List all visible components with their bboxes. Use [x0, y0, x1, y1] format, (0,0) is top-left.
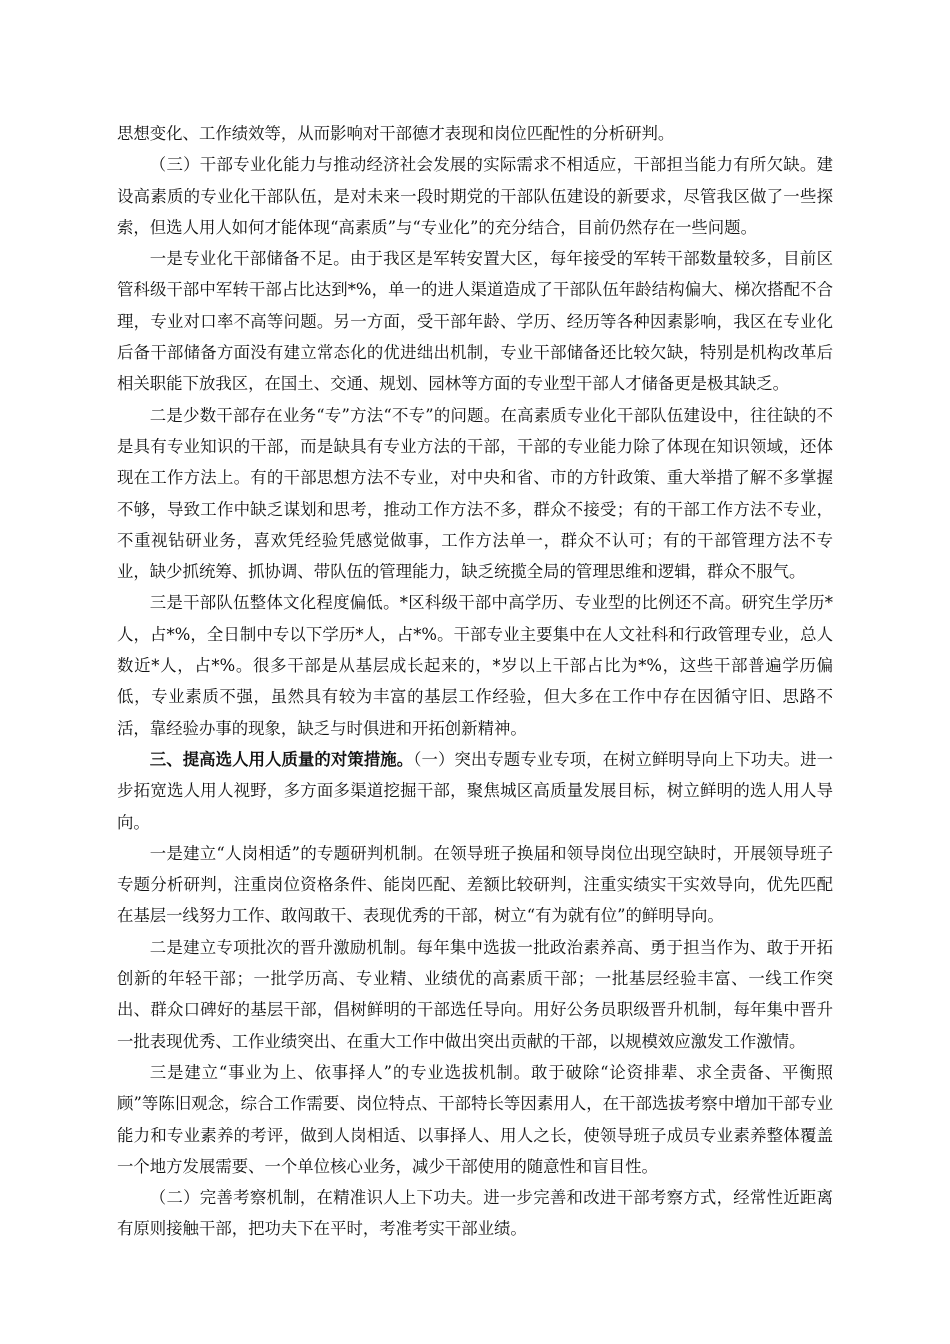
- paragraph-measure-2: 二是建立专项批次的晋升激励机制。每年集中选拔一批政治素养高、勇于担当作为、敢于开拓创新的年轻干部；一批学历高、专业精、业绩优的高素质干部；一批基层经验丰富、一线工作突出、群众口碑好的基层干部，倡树鲜明的干部选任导向。用好公务员职级晋升机制，每年集中晋升一批表现优秀、工作业绩突出、在重大工作中做出突出贡献的干部，以规模效应激发工作激情。: [117, 937, 833, 1051]
- paragraph-continuation: 思想变化、工作绩效等，从而影响对干部德才表现和岗位匹配性的分析研判。: [117, 124, 675, 143]
- paragraph-measure-3: 三是建立“事业为上、依事择人”的专业选拔机制。敢于破除“论资排辈、求全责备、平衡照顾”等陈旧观念，综合工作需要、岗位特点、干部特长等因素用人，在干部选拔考察中增加干部专业能力和专业素养的考评，做到人岗相适、以事择人、用人之长，使领导班子成员专业素养整体覆盖一个地方发展需要、一个单位核心业务，减少干部使用的随意性和盲目性。: [117, 1062, 833, 1176]
- section-heading: 三、提高选人用人质量的对策措施。: [149, 749, 414, 769]
- document-page: [117, 118, 833, 1245]
- paragraph-section-3: （三）干部专业化能力与推动经济社会发展的实际需求不相适应，干部担当能力有所欠缺。建设高素质的专业化干部队伍，是对未来一段时期党的干部队伍建设的新要求，尽管我区做了一些探索，但选人用人如何才能体现“高素质”与“专业化”的充分结合，目前仍然存在一些问题。: [117, 155, 833, 237]
- paragraph-measures: [117, 744, 833, 838]
- section-heading-body: （一）突出专题专业专项，在树立鲜明导向上下功夫。进一步拓宽选人用人视野，多方面多渠道挖掘干部，聚焦城区高质量发展目标，树立鲜明的选人用人导向。: [117, 749, 833, 832]
- paragraph-measure-1: 一是建立“人岗相适”的专题研判机制。在领导班子换届和领导岗位出现空缺时，开展领导班子专题分析研判，注重岗位资格条件、能岗匹配、差额比较研判，注重实绩实干实效导向，优先匹配在基层一线努力工作、敢闯敢干、表现优秀的干部，树立“有为就有位”的鲜明导向。: [117, 843, 833, 926]
- paragraph-point-3: 三是干部队伍整体文化程度偏低。*区科级干部中高学历、专业型的比例还不高。研究生学历*人，占*%，全日制中专以下学历*人，占*%。干部专业主要集中在人文社科和行政管理专业，总人数近*人，占*%。很多干部是从基层成长起来的，*岁以上干部占比为*%，这些干部普遍学历偏低，专业素质不强，虽然具有较为丰富的基层工作经验，但大多在工作中存在因循守旧、思路不活，靠经验办事的现象，缺乏与时俱进和开拓创新精神。: [117, 593, 833, 738]
- paragraph-point-2: 二是少数干部存在业务“专”方法“不专”的问题。在高素质专业化干部队伍建设中，往往缺的不是具有专业知识的干部，而是缺具有专业方法的干部，干部的专业能力除了体现在知识领域，还体现在工作方法上。有的干部思想方法不专业，对中央和省、市的方针政策、重大举措了解不多掌握不够，导致工作中缺乏谋划和思考，推动工作方法不多，群众不接受；有的干部工作方法不专业，不重视钻研业务，喜欢凭经验凭感觉做事，工作方法单一，群众不认可；有的干部管理方法不专业，缺少抓统筹、抓协调、带队伍的管理能力，缺乏统揽全局的管理思维和逻辑，群众不服气。: [117, 405, 833, 582]
- paragraph-subsection-2: （二）完善考察机制，在精准识人上下功夫。进一步完善和改进干部考察方式，经常性近距离有原则接触干部，把功夫下在平时，考准考实干部业绩。: [117, 1188, 833, 1239]
- paragraph-point-1: 一是专业化干部储备不足。由于我区是军转安置大区，每年接受的军转干部数量较多，目前区管科级干部中军转干部占比达到*%，单一的进人渠道造成了干部队伍年龄结构偏大、梯次搭配不合理，专业对口率不高等问题。另一方面，受干部年龄、学历、经历等各种因素影响，我区在专业化后备干部储备方面没有建立常态化的优进绌出机制，专业干部储备还比较欠缺，特别是机构改革后相关职能下放我区，在国土、交通、规划、园林等方面的专业型干部人才储备更是极其缺乏。: [117, 249, 833, 394]
